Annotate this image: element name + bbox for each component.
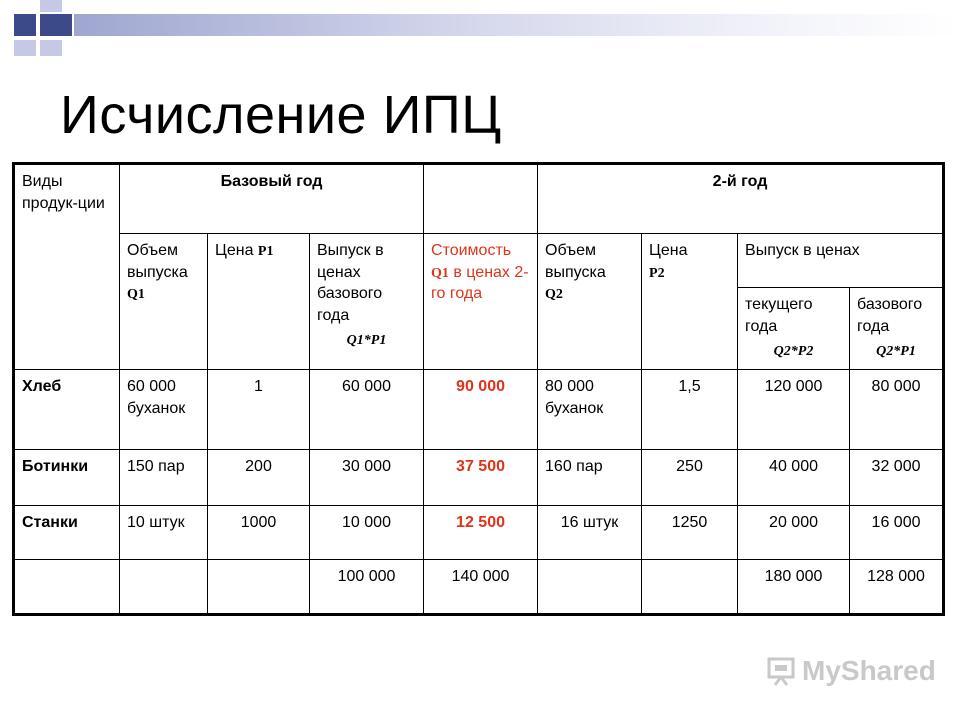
- header-empty: [424, 164, 538, 234]
- decor-square: [14, 14, 36, 36]
- cell-empty: [120, 560, 208, 615]
- cell-q1p1: 10 000: [310, 506, 424, 560]
- symbol-q2: Q2: [545, 287, 563, 303]
- total-q2p1: 128 000: [850, 560, 944, 615]
- cell-p2: 1250: [642, 506, 738, 560]
- row-name: Ботинки: [14, 450, 120, 506]
- table-row: [14, 450, 944, 506]
- cell-p2: 1,5: [642, 370, 738, 450]
- table-row: [14, 370, 944, 450]
- header-volume-y2: Объем выпуска Q2: [538, 234, 642, 370]
- header-base-year-lower: базового года Q2*P1: [850, 288, 944, 370]
- decor-square: [40, 40, 62, 56]
- header-output-in-prices: Выпуск в ценах: [738, 234, 944, 288]
- cell-p2: 250: [642, 450, 738, 506]
- cell-empty: [642, 560, 738, 615]
- formula-q1p1: Q1*P1: [346, 333, 387, 349]
- cell-q1: 150 пар: [120, 450, 208, 506]
- presentation-icon: [766, 655, 796, 687]
- total-q1p2: 140 000: [424, 560, 538, 615]
- totals-row: [14, 560, 944, 615]
- cell-empty: [538, 560, 642, 615]
- symbol-q1-red: Q1: [431, 265, 449, 281]
- watermark: [766, 655, 936, 687]
- decor-square: [62, 14, 72, 36]
- cpi-table: [12, 162, 945, 616]
- header-year-2: 2-й год: [538, 164, 944, 234]
- header-base-year: Базовый год: [120, 164, 424, 234]
- symbol-q1: Q1: [127, 287, 145, 303]
- cell-empty: [208, 560, 310, 615]
- symbol-p1: P1: [257, 244, 274, 259]
- cell-q2p2: 120 000: [738, 370, 850, 450]
- symbol-p2: P2: [649, 265, 665, 281]
- slide-title: Исчисление ИПЦ: [60, 85, 502, 145]
- cell-q2p2: 40 000: [738, 450, 850, 506]
- row-name: Станки: [14, 506, 120, 560]
- cell-q1p2: 90 000: [424, 370, 538, 450]
- header-price-y2: Цена P2: [642, 234, 738, 370]
- cell-q1p2: 12 500: [424, 506, 538, 560]
- total-q2p2: 180 000: [738, 560, 850, 615]
- header-cost-year2: Стоимость Q1 в ценах 2-го года: [424, 234, 538, 370]
- header-current-year: текущего года Q2*P2: [738, 288, 850, 370]
- header-output-base: Выпуск в ценах базового года Q1*P1: [310, 234, 424, 370]
- formula-q2p1: Q2*P1: [876, 344, 916, 360]
- cell-q2p2: 20 000: [738, 506, 850, 560]
- decor-square: [14, 40, 36, 56]
- header-volume-base: Объем выпуска Q1: [120, 234, 208, 370]
- cell-q1: 10 штук: [120, 506, 208, 560]
- decor-square: [40, 14, 62, 36]
- cell-q2p1: 80 000: [850, 370, 944, 450]
- cell-q2: 80 000 буханок: [538, 370, 642, 450]
- decor-square: [40, 0, 62, 12]
- cell-q2: 160 пар: [538, 450, 642, 506]
- table-row: [14, 506, 944, 560]
- cell-q1p1: 60 000: [310, 370, 424, 450]
- cell-p1: 200: [208, 450, 310, 506]
- total-q1p1: 100 000: [310, 560, 424, 615]
- cell-q1p2: 37 500: [424, 450, 538, 506]
- header-kinds: Виды продук-ции: [14, 164, 120, 370]
- row-name: Хлеб: [14, 370, 120, 450]
- cell-q2: 16 штук: [538, 506, 642, 560]
- decor-gradient-bar: [74, 14, 960, 36]
- watermark-text: MyShared: [802, 655, 936, 686]
- cell-q1p1: 30 000: [310, 450, 424, 506]
- cell-q1: 60 000 буханок: [120, 370, 208, 450]
- cell-p1: 1000: [208, 506, 310, 560]
- formula-q2p2: Q2*P2: [773, 344, 814, 360]
- cell-q2p1: 32 000: [850, 450, 944, 506]
- cell-empty: [14, 560, 120, 615]
- cell-q2p1: 16 000: [850, 506, 944, 560]
- cell-p1: 1: [208, 370, 310, 450]
- header-price-base: Цена P1: [208, 234, 310, 370]
